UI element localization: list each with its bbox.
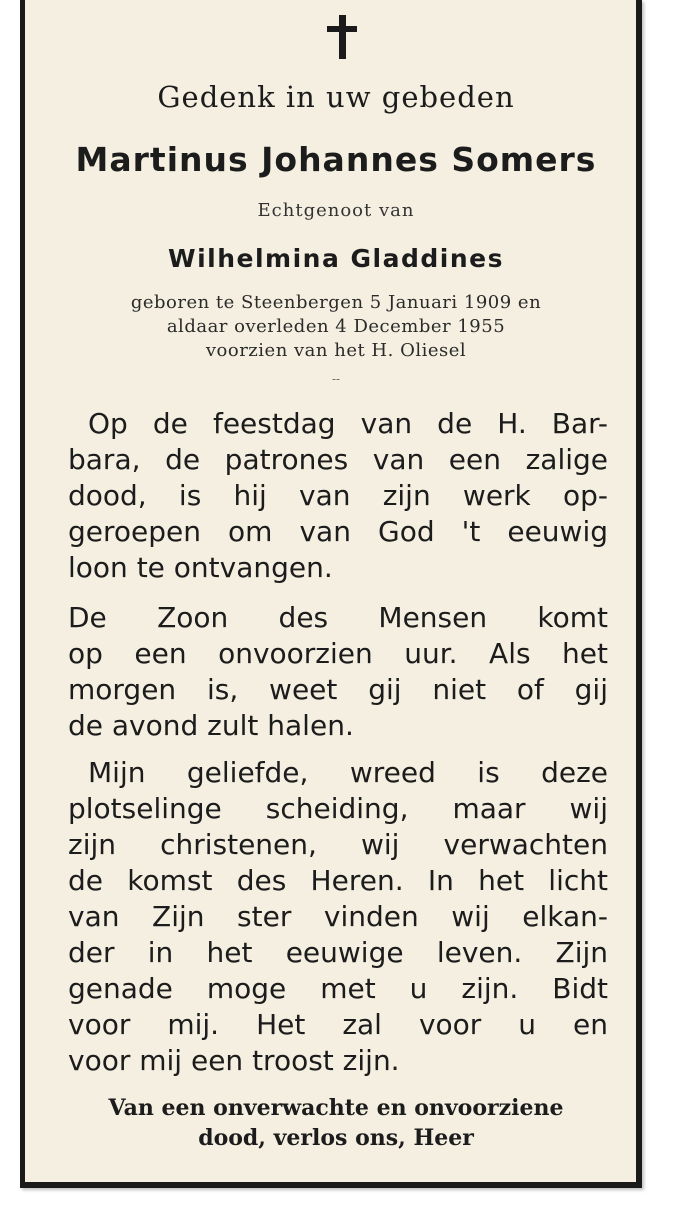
paragraph-line: der in het eeuwige leven. Zijn [68,936,608,969]
paragraph-line: van Zijn ster vinden wij elkan- [68,900,608,933]
paragraph-3 [68,755,608,1079]
closing-prayer-line-1: Van een onverwachte en onvoorziene [108,1095,564,1121]
birth-death-line-1: geboren te Steenbergen 5 Januari 1909 en [130,292,542,313]
latin-cross-icon [327,15,357,59]
birth-death-line-2: aldaar overleden 4 December 1955 [166,316,506,337]
paragraph-line: zijn christenen, wij verwachten [68,828,608,861]
paragraph-line: plotselinge scheiding, maar wij [68,792,608,825]
memorial-card [20,0,642,1188]
paragraph-line: De Zoon des Mensen komt [68,601,608,634]
heading: Gedenk in uw gebeden [157,80,515,114]
paragraph-line: Mijn geliefde, wreed is deze [88,756,608,789]
paragraph-2 [68,600,608,744]
birth-death-line-3: voorzien van het H. Oliesel [205,340,467,361]
paragraph-line: bara, de patrones van een zalige [68,443,608,476]
spouse-name: Wilhelmina Gladdines [168,244,504,273]
paragraph-line: morgen is, weet gij niet of gij [68,673,608,706]
divider: -- [331,372,341,386]
paragraph-line: voor mij een troost zijn. [68,1044,400,1077]
paragraph-line: dood, is hij van zijn werk op- [68,479,608,512]
closing-prayer-line-2: dood, verlos ons, Heer [198,1125,474,1151]
paragraph-line: voor mij. Het zal voor u en [68,1008,608,1041]
spouse-label: Echtgenoot van [257,200,415,221]
paragraph-line: geroepen om van God 't eeuwig [68,515,608,548]
deceased-name: Martinus Johannes Somers [75,140,597,179]
paragraph-line: loon te ontvangen. [68,551,333,584]
paragraph-1 [68,406,608,586]
paragraph-line: de avond zult halen. [68,709,354,742]
paragraph-line: genade moge met u zijn. Bidt [68,972,608,1005]
paragraph-line: op een onvoorzien uur. Als het [68,637,608,670]
paragraph-line: Op de feestdag van de H. Bar- [88,407,608,440]
paragraph-line: de komst des Heren. In het licht [68,864,608,897]
